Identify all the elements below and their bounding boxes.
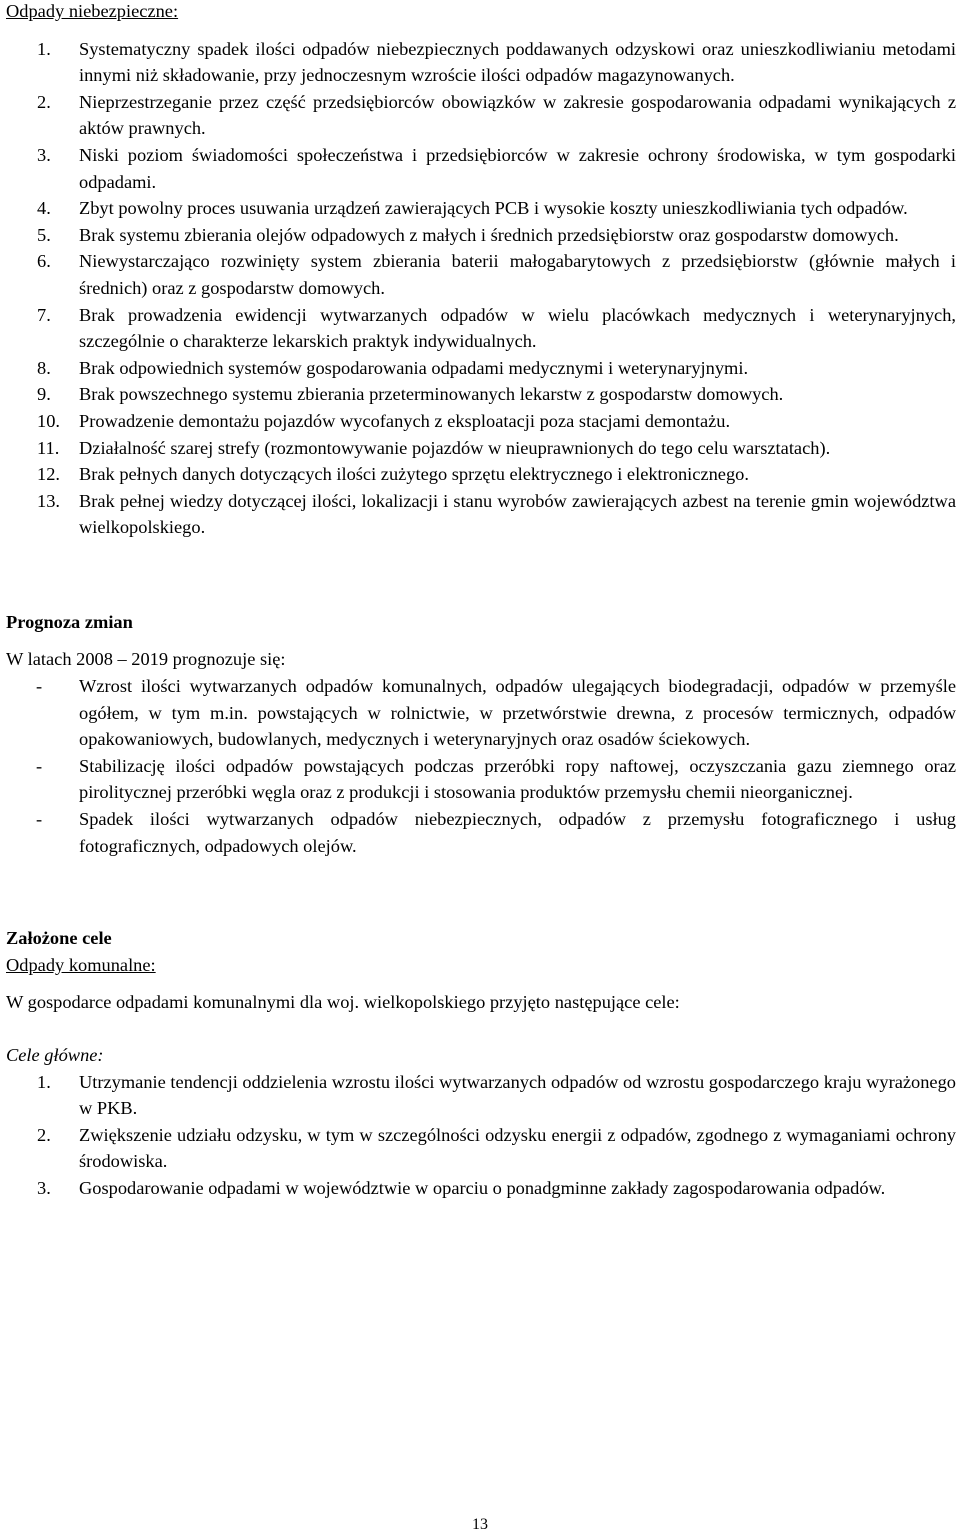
list-item-text: Brak prowadzenia ewidencji wytwarzanych odpadów w wielu placówkach medycznych i weterynaryjnych, szczególnie o charakterze lekarskich praktyk indywidualnych. <box>79 304 956 352</box>
list-dash: - <box>36 676 43 697</box>
list-item-text: Gospodarowanie odpadami w województwie w oparciu o ponadgminne zakłady zagospodarowania odpadów. <box>79 1177 886 1198</box>
list-item-number: 3. <box>37 1177 51 1198</box>
list-item-text: Spadek ilości wytwarzanych odpadów niebezpiecznych, odpadów z przemysłu fotograficznego i usług fotograficznych, odpadowych olejów. <box>79 809 956 856</box>
list-item-text: Brak odpowiednich systemów gospodarowania odpadami medycznymi i weterynaryjnymi. <box>79 357 749 378</box>
list-item-number: 2. <box>37 91 51 112</box>
list-item <box>6 806 956 859</box>
list-item <box>6 488 956 541</box>
goals-main-label: Cele główne: <box>6 1045 104 1065</box>
list-dash: - <box>36 755 43 776</box>
list-item-number: 2. <box>37 1124 51 1145</box>
list-item-text: Nieprzestrzeganie przez część przedsiębiorców obowiązków w zakresie gospodarowania odpadami wynikających z aktów prawnych. <box>79 91 956 139</box>
list-item <box>6 461 956 488</box>
list-item-number: 4. <box>37 198 51 219</box>
list-item-text: Zwiększenie udziału odzysku, w tym w szczególności odzysku energii z odpadów, zgodnego z wymaganiami ochrony środowiska. <box>79 1124 956 1172</box>
list-item <box>6 195 956 222</box>
list-item-text: Brak systemu zbierania olejów odpadowych z małych i średnich przedsiębiorstw oraz gospodarstw domowych. <box>79 224 899 245</box>
list-item-number: 12. <box>37 464 60 485</box>
list-item-number: 5. <box>37 224 51 245</box>
list-item <box>6 753 956 806</box>
list-item-text: Działalność szarej strefy (rozmontowywanie pojazdów w nieuprawnionych do tego celu warsztatach). <box>79 437 831 458</box>
list-item <box>6 355 956 382</box>
list-item-number: 1. <box>37 1071 51 1092</box>
list-item-text: Brak pełnych danych dotyczących ilości zużytego sprzętu elektrycznego i elektronicznego. <box>79 464 749 485</box>
list-item-number: 3. <box>37 144 51 165</box>
list-dash: - <box>36 809 43 830</box>
list-item-text: Wzrost ilości wytwarzanych odpadów komunalnych, odpadów ulegających biodegradacji, odpadów w przemyśle ogółem, w tym m.in. powstających w rolnictwie, w przetwórstwie drewna, z procesów termicznych, odpadów opakowaniowych, budowlanych, medycznych i weterynaryjnych oraz osadów ściekowych. <box>79 676 956 750</box>
list-item <box>6 89 956 142</box>
list-item-text: Brak pełnej wiedzy dotyczącej ilości, lokalizacji i stanu wyrobów zawierających azbest na terenie gmin województwa wielkopolskiego. <box>79 490 956 538</box>
list-item-number: 8. <box>37 357 51 378</box>
list-item <box>6 1175 956 1202</box>
list-item-text: Prowadzenie demontażu pojazdów wycofanych z eksploatacji poza stacjami demontażu. <box>79 410 731 431</box>
list-item <box>6 673 956 753</box>
list-item-text: Niewystarczająco rozwinięty system zbierania baterii małogabarytowych z przedsiębiorstw (głównie małych i średnich) oraz z gospodarstw domowych. <box>79 251 956 298</box>
list-item-text: Systematyczny spadek ilości odpadów niebezpiecznych poddawanych odzyskowi oraz unieszkodliwianiu metodami innymi niż składowanie, przy jednoczesnym wzroście ilości odpadów magazynowanych. <box>79 38 956 86</box>
list-item <box>6 1069 956 1122</box>
forecast-intro: W latach 2008 – 2019 prognozuje się: <box>6 649 286 670</box>
list-item-text: Stabilizację ilości odpadów powstających podczas przeróbki ropy naftowej, oczyszczania gazu ziemnego oraz pirolitycznej przeróbki węgla oraz z produkcji i stosowania produktów przemysłu chemii nieorganicznej. <box>79 755 956 803</box>
hazardous-list <box>6 36 956 541</box>
list-item <box>6 36 956 89</box>
goals-heading: Założone cele <box>6 928 112 949</box>
list-item <box>6 142 956 195</box>
hazardous-heading: Odpady niebezpieczne: <box>6 1 179 21</box>
forecast-list <box>6 673 956 859</box>
list-item <box>6 408 956 435</box>
goals-subheading: Odpady komunalne: <box>6 954 156 975</box>
forecast-heading: Prognoza zmian <box>6 611 133 632</box>
list-item-text: Utrzymanie tendencji oddzielenia wzrostu ilości wytwarzanych odpadów od wzrostu gospodarczego kraju wyrażonego w PKB. <box>79 1071 956 1119</box>
list-item <box>6 302 956 355</box>
list-item-number: 6. <box>37 251 51 272</box>
list-item <box>6 1122 956 1175</box>
page-number: 13 <box>472 1516 488 1533</box>
list-item-number: 1. <box>37 38 51 59</box>
list-item-number: 7. <box>37 304 51 325</box>
list-item-text: Niski poziom świadomości społeczeństwa i przedsiębiorców w zakresie ochrony środowiska, w tym gospodarki odpadami. <box>79 144 956 192</box>
page-content <box>6 0 956 1202</box>
list-item-text: Brak powszechnego systemu zbierania przeterminowanych lekarstw z gospodarstw domowych. <box>79 384 784 405</box>
list-item <box>6 222 956 249</box>
list-item <box>6 381 956 408</box>
list-item <box>6 248 956 301</box>
goals-list <box>6 1069 956 1202</box>
list-item-number: 11. <box>37 437 60 458</box>
list-item-text: Zbyt powolny proces usuwania urządzeń zawierających PCB i wysokie koszty unieszkodliwiania tych odpadów. <box>79 198 908 219</box>
list-item-number: 10. <box>37 410 60 431</box>
list-item-number: 9. <box>37 384 51 405</box>
goals-intro: W gospodarce odpadami komunalnymi dla woj. wielkopolskiego przyjęto następujące cele: <box>6 992 680 1013</box>
list-item-number: 13. <box>37 490 60 511</box>
list-item <box>6 435 956 462</box>
